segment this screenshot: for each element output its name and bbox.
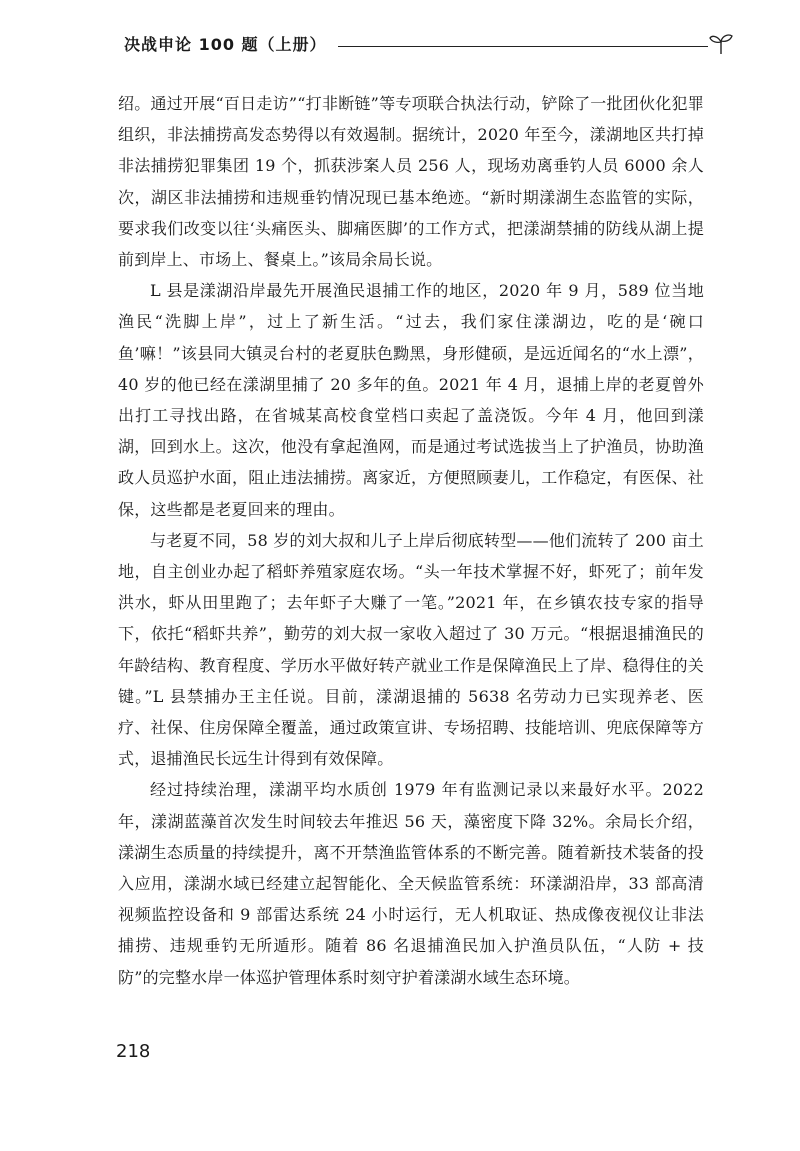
- paragraph: 与老夏不同，58 岁的刘大叔和儿子上岸后彻底转型——他们流转了 200 亩土地，自主创业办起了稻虾养殖家庭农场。“头一年技术掌握不好，虾死了；前年发洪水，虾从田里跑了；去年虾子大赚了一笔。”2021 年，在乡镇农技专家的指导下，依托“稻虾共养”，勤劳的刘大叔一家收入超过了 30 万元。“根据退捕渔民的年龄结构、教育程度、学历水平做好转产就业工作是保障渔民上了岸、稳得住的关键。”L 县禁捕办王主任说。目前，漾湖退捕的 5638 名劳动力已实现养老、医疗、社保、住房保障全覆盖，通过政策宣讲、专场招聘、技能培训、兜底保障等方式，退捕渔民长远生计得到有效保障。: [118, 530, 704, 769]
- body-text: [118, 88, 704, 993]
- paragraph: L 县是漾湖沿岸最先开展渔民退捕工作的地区，2020 年 9 月，589 位当地渔民“洗脚上岸”，过上了新生活。“过去，我们家住漾湖边，吃的是‘碗口鱼’嘛！”该县同大镇灵台村的老夏肤色黝黑，身形健硕，是远近闻名的“水上漂”，40 岁的他已经在漾湖里捕了 20 多年的鱼。2021 年 4 月，退捕上岸的老夏曾外出打工寻找出路，在省城某高校食堂档口卖起了盖浇饭。今年 4 月，他回到漾湖，回到水上。这次，他没有拿起渔网，而是通过考试选拔当上了护渔员，协助渔政人员巡护水面，阻止违法捕捞。离家近，方便照顾妻儿，工作稳定，有医保、社保，这些都是老夏回来的理由。: [118, 281, 704, 519]
- header-rule: [338, 46, 708, 47]
- page-number: 218: [116, 1041, 151, 1062]
- paragraph: 绍。通过开展“百日走访”“打非断链”等专项联合执法行动，铲除了一批团伙化犯罪组织，非法捕捞高发态势得以有效遏制。据统计，2020 年至今，漾湖地区共打掉非法捕捞犯罪集团 19 个，抓获涉案人员 256 人，现场劝离垂钓人员 6000 余人次，湖区非法捕捞和违规垂钓情况现已基本绝迹。“新时期漾湖生态监管的实际，要求我们改变以往‘头痛医头、脚痛医脚’的工作方式，把漾湖禁捕的防线从湖上提前到岸上、市场上、餐桌上。”该局余局长说。: [118, 94, 704, 270]
- sprout-icon: [708, 32, 734, 56]
- book-title: 决战申论 100 题（上册）: [124, 35, 327, 54]
- running-header: [124, 34, 734, 60]
- paragraph: 经过持续治理，漾湖平均水质创 1979 年有监测记录以来最好水平。2022 年，漾湖蓝藻首次发生时间较去年推迟 56 天，藻密度下降 32%。余局长介绍，漾湖生态质量的持续提升，离不开禁渔监管体系的不断完善。随着新技术装备的投入应用，漾湖水域已经建立起智能化、全天候监管系统：环漾湖沿岸，33 部高清视频监控设备和 9 部雷达系统 24 小时运行，无人机取证、热成像夜视仪让非法捕捞、违规垂钓无所遁形。随着 86 名退捕渔民加入护渔员队伍，“人防 + 技防”的完整水岸一体巡护管理体系时刻守护着漾湖水域生态环境。: [118, 780, 704, 987]
